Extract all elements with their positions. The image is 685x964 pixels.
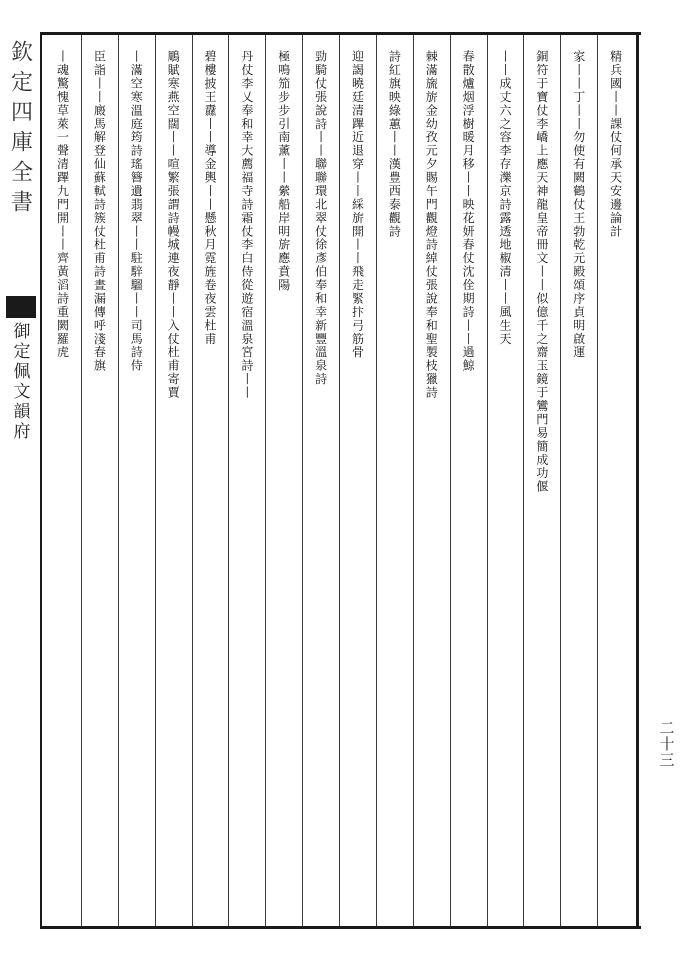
text-column-text: 詩紅旗映綠蕙丨丨漢豊西泰觀詩 xyxy=(387,50,402,239)
text-column-text: 棘滿旒旂金幼孜元夕賜午門觀燈詩綽仗張說奉和聖製枝獵詩 xyxy=(424,50,439,400)
text-column xyxy=(487,50,524,920)
column-divider xyxy=(265,35,266,926)
text-column-text: 家丨丨丁丨丨勿使有闕鶴仗王勃乾元殿頌序貞明啟運 xyxy=(571,50,586,360)
text-column xyxy=(302,50,339,920)
text-column xyxy=(339,50,376,920)
margin-book-subtitle-text: 御定佩文韻府 xyxy=(9,322,30,442)
margin-book-title-text: 欽定四庫全書 xyxy=(7,40,33,220)
text-column-text: 春散爐烟浮樹暖月移丨丨映花妍春仗沈佺期詩丨丨過鯨 xyxy=(461,50,476,373)
text-column-text: 丹仗李乂奉和幸大薦福寺詩霜仗李白侍從遊宿溫泉宮詩丨丨 xyxy=(239,50,254,400)
margin-book-title xyxy=(0,40,40,270)
column-divider xyxy=(376,35,377,926)
text-column xyxy=(44,50,81,920)
page-number xyxy=(652,720,682,820)
column-divider xyxy=(302,35,303,926)
text-column-text: 碧樓披王纛丨丨導金輿丨丨懸秋月霓旌卷夜雲杜甫 xyxy=(202,50,217,346)
text-column-text: 迎謁曉廷清蹕近退穿丨丨綵旂開丨丨飛走緊抃弓筋骨 xyxy=(350,50,365,360)
column-divider xyxy=(560,35,561,926)
page-number-text: 二十三 xyxy=(657,720,676,768)
text-column-text: 勁騎仗張說詩丨丨聯聯環北翠仗徐彥伯奉和幸新豐溫泉詩 xyxy=(313,50,328,386)
text-column xyxy=(450,50,487,920)
margin-book-subtitle xyxy=(0,322,40,502)
text-column xyxy=(376,50,413,920)
text-column xyxy=(597,50,634,920)
column-divider xyxy=(155,35,156,926)
column-divider xyxy=(450,35,451,926)
text-column xyxy=(413,50,450,920)
text-column xyxy=(265,50,302,920)
column-divider xyxy=(487,35,488,926)
text-column xyxy=(228,50,265,920)
column-divider xyxy=(192,35,193,926)
text-column xyxy=(81,50,118,920)
text-column-text: 銅符于寶仗李嶠上應天神龍皇帝冊文丨丨似億千之齋玉鏡于鸞門易簡成功偃 xyxy=(534,50,549,494)
text-column xyxy=(118,50,155,920)
text-column xyxy=(192,50,229,920)
text-column xyxy=(560,50,597,920)
text-column-text: 鵰賦寒燕空闊丨丨喧繁張謂詩幔城連夜靜丨丨入仗杜甫寄賈 xyxy=(166,50,181,400)
column-divider xyxy=(597,35,598,926)
column-divider xyxy=(118,35,119,926)
column-divider xyxy=(523,35,524,926)
column-divider xyxy=(81,35,82,926)
text-column xyxy=(155,50,192,920)
text-column xyxy=(523,50,560,920)
column-divider xyxy=(228,35,229,926)
text-column-text: 丨魂驚愧草萊一聲清蹕九門開丨丨齊黃滔詩重闕羅虎 xyxy=(55,50,70,360)
frame-top-border xyxy=(40,32,641,35)
text-column-text: 極鳴笳步步引南薰丨丨縈船岸明旂應賁陽 xyxy=(276,50,291,292)
text-column-text: 丨丨成丈六之容李存濼京詩露透地椒清丨丨風生天 xyxy=(497,50,512,346)
text-column-text: 丨滿空寒溫庭筠詩瑤簪遺翡翠丨丨駐騂騮丨丨司馬詩侍 xyxy=(129,50,144,373)
column-divider xyxy=(413,35,414,926)
frame-bottom-border xyxy=(40,926,641,929)
margin-fishtail-mark xyxy=(6,296,36,318)
column-divider xyxy=(339,35,340,926)
text-column-text: 臣詣丨丨廄馬解登仙蘇軾詩簇仗杜甫詩晝漏傳呼淺春旗 xyxy=(92,50,107,373)
text-column-text: 精兵國丨丨課仗何承天安邊論計 xyxy=(608,50,623,239)
